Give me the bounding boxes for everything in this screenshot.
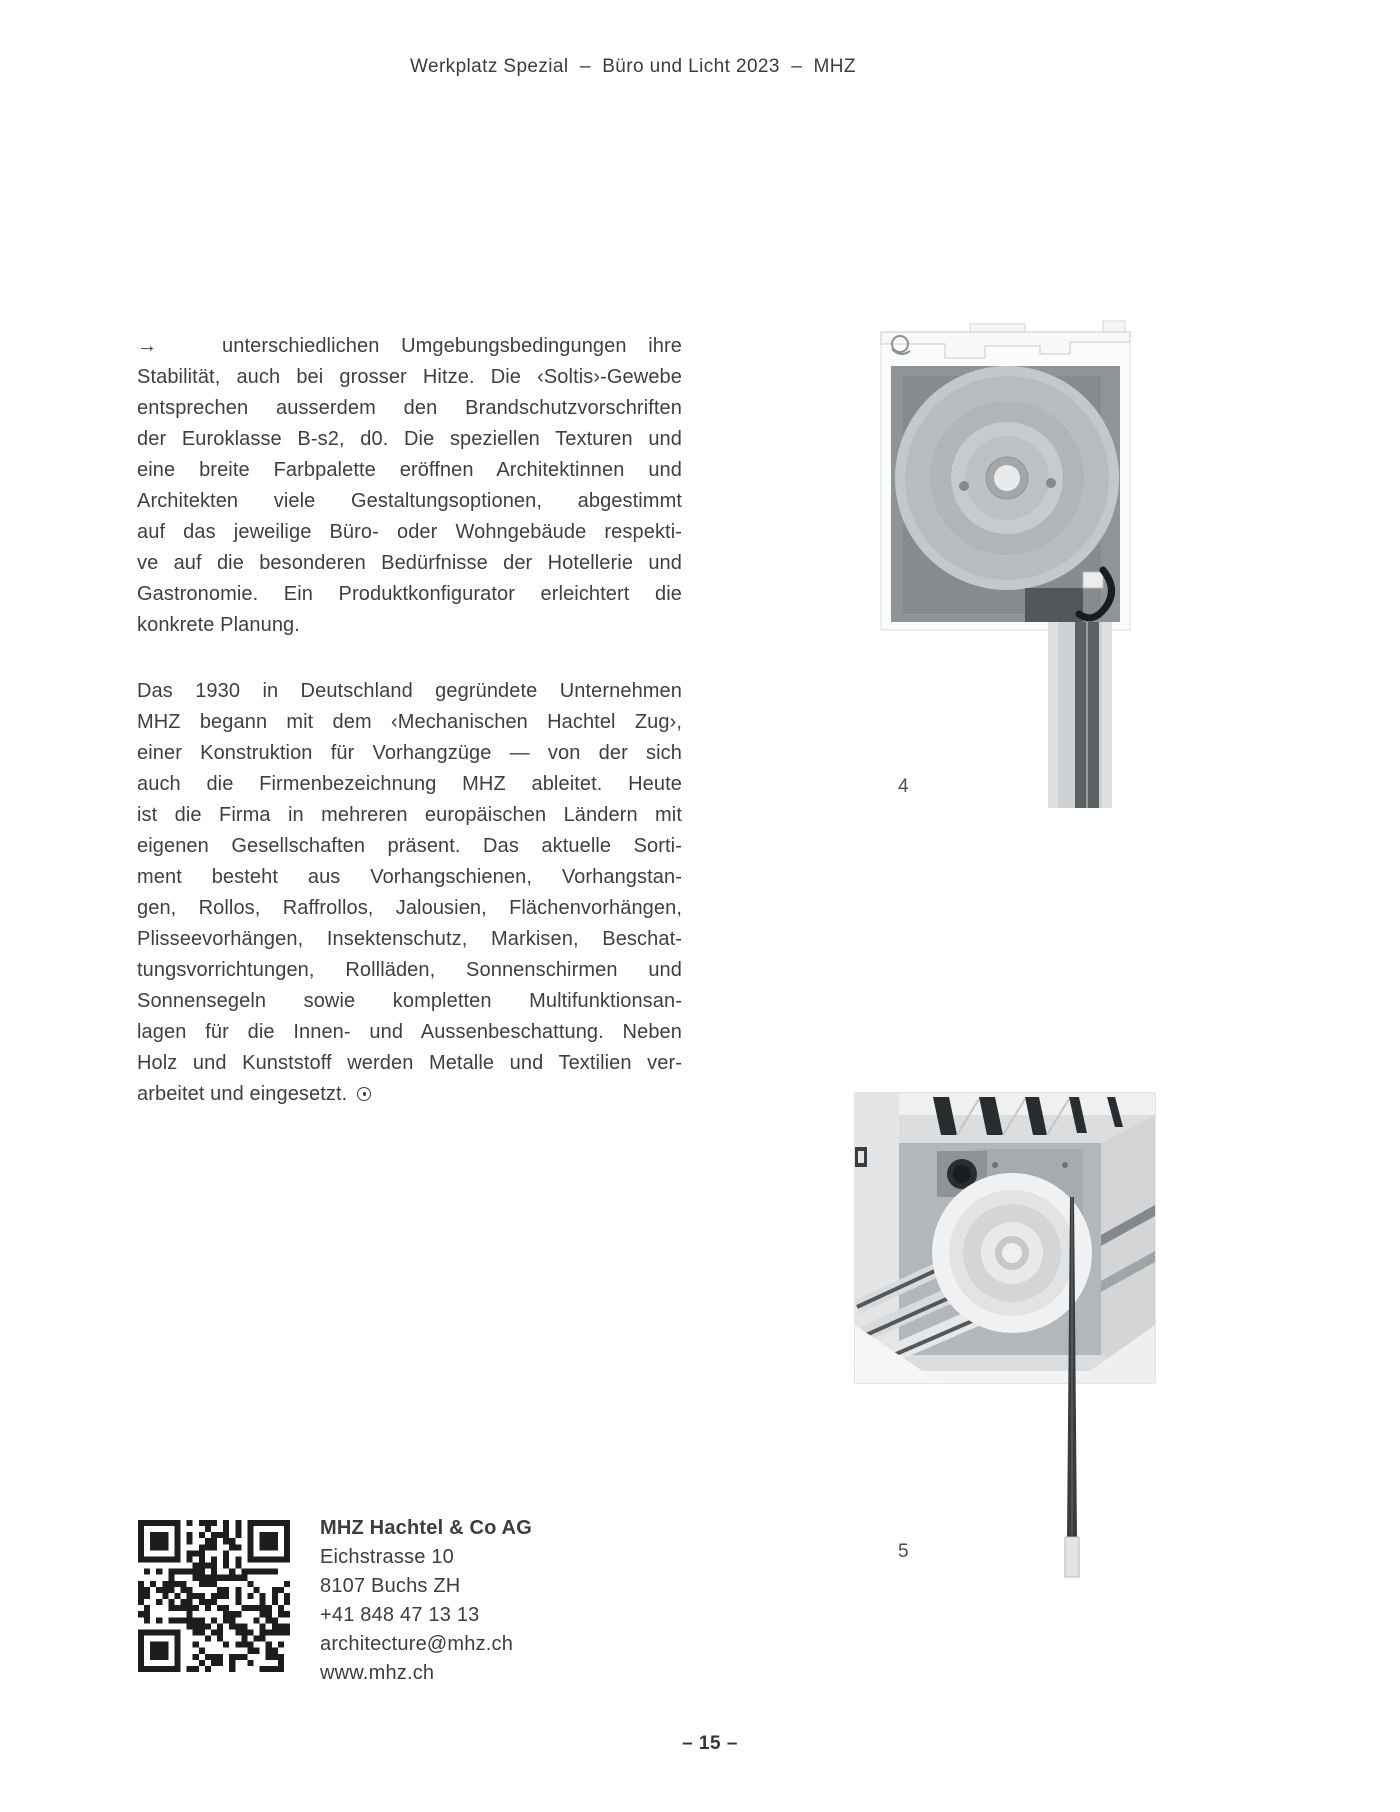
contact-line: +41 848 47 13 13 xyxy=(320,1604,480,1626)
figure-5-label: 5 xyxy=(898,1541,909,1562)
contact-line: Eichstrasse 10 xyxy=(320,1546,454,1568)
text-line: Plisseevorhängen, Insektenschutz, Markisen, Beschat- xyxy=(137,928,682,950)
paragraph-1 xyxy=(137,331,682,641)
text-line: einer Konstruktion für Vorhangzüge — von der sich xyxy=(137,742,682,764)
figure-4-label: 4 xyxy=(898,776,909,797)
text-line: entsprechen ausserdem den Brandschutzvorschriften xyxy=(137,397,682,419)
contact-company-name: MHZ Hachtel & Co AG xyxy=(320,1517,532,1539)
text-line: lagen für die Innen- und Aussenbeschattung. Neben xyxy=(137,1021,682,1043)
text-line: tungsvorrichtungen, Rollläden, Sonnenschirmen und xyxy=(137,959,682,981)
cord-weight xyxy=(1065,1537,1079,1577)
figure-5-profile-interior-image xyxy=(845,1085,1165,1585)
contact-line: architecture@mhz.ch xyxy=(320,1633,514,1655)
paragraph-2 xyxy=(137,676,682,1110)
text-line: gen, Rollos, Raffrollos, Jalousien, Flächenvorhängen, xyxy=(137,897,682,919)
text-line: Holz und Kunststoff werden Metalle und Textilien ver- xyxy=(137,1052,682,1074)
text-line: ment besteht aus Vorhangschienen, Vorhangstan- xyxy=(137,866,682,888)
text-line: Gastronomie. Ein Produktkonfigurator erleichtert die xyxy=(137,583,682,605)
text-line: Das 1930 in Deutschland gegründete Unternehmen xyxy=(137,680,682,702)
text-line: auch die Firmenbezeichnung MHZ ableitet. Heute xyxy=(137,773,682,795)
text-line: eigenen Gesellschaften präsent. Das aktuelle Sorti- xyxy=(137,835,682,857)
page-number: – 15 – xyxy=(682,1733,738,1754)
text-line: ve auf die besonderen Bedürfnisse der Hotellerie und xyxy=(137,552,682,574)
figure-4-cassette-cross-section-image xyxy=(875,320,1135,815)
contact-line: 8107 Buchs ZH xyxy=(320,1575,461,1597)
page-header: Werkplatz Spezial – Büro und Licht 2023 – MHZ xyxy=(410,56,856,77)
text-line: MHZ begann mit dem ‹Mechanischen Hachtel Zug›, xyxy=(137,711,682,733)
text-line: ist die Firma in mehreren europäischen Ländern mit xyxy=(137,804,682,826)
end-of-article-icon xyxy=(357,1087,371,1101)
text-line: → unterschiedlichen Umgebungsbedingungen ihre xyxy=(137,335,682,357)
qr-code xyxy=(138,1520,290,1672)
text-line: Sonnensegeln sowie kompletten Multifunktionsan- xyxy=(137,990,682,1012)
text-line: Architekten viele Gestaltungsoptionen, abgestimmt xyxy=(137,490,682,512)
text-line: der Euroklasse B-s2, d0. Die speziellen Texturen und xyxy=(137,428,682,450)
text-line: konkrete Planung. xyxy=(137,614,300,636)
contact-block xyxy=(320,1514,532,1688)
contact-line: www.mhz.ch xyxy=(320,1662,435,1684)
text-line: Stabilität, auch bei grosser Hitze. Die ‹Soltis›-Gewebe xyxy=(137,366,682,388)
text-line: auf das jeweilige Büro- oder Wohngebäude respekti- xyxy=(137,521,682,543)
text-line: eine breite Farbpalette eröffnen Architektinnen und xyxy=(137,459,682,481)
text-line: arbeitet und eingesetzt. xyxy=(137,1079,682,1110)
